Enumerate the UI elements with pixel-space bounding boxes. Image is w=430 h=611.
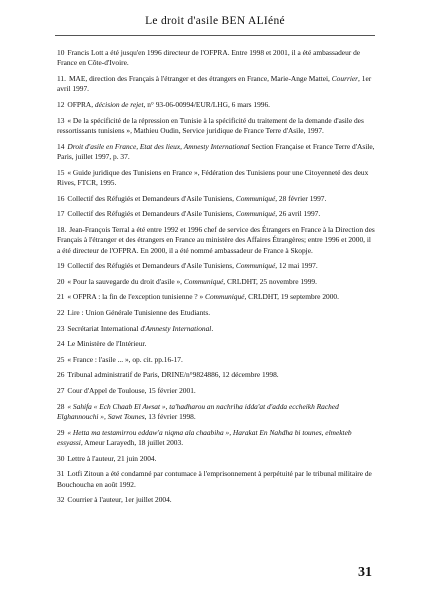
endnote-number: 24 (57, 339, 65, 349)
endnote-italic-text: Communiqué (235, 193, 276, 203)
endnote-number: 12 (57, 100, 65, 109)
endnote-text: « OFPRA : la fin de l'exception tunisienne ? » (67, 292, 206, 302)
endnote-text: Le Ministère de l'Intérieur. (67, 339, 147, 349)
endnote-italic-text: décision de rejet (94, 100, 144, 109)
endnote-italic-text: Communiqué (183, 276, 224, 286)
endnote-27 (57, 386, 375, 396)
endnote-text: Tribunal administratif de Paris, DRINE/n°9824886, 12 décembre 1998. (67, 370, 279, 380)
endnotes-list (57, 48, 375, 511)
endnote-number: 30 (57, 453, 65, 463)
endnote-number: 26 (57, 370, 65, 380)
endnote-number: 22 (57, 307, 65, 317)
endnote-italic-text: Amnesty International (145, 323, 212, 333)
endnote-number: 14 (57, 141, 65, 151)
endnote-text: , 12 mai 1997. (275, 261, 318, 271)
endnote-text: « De la spécificité de la répression en Tunisie à la spécificité du traitement de la demande d'asile des ressortissants tunisiens », Mathieu Oudin, Service juridique de France Terre d'Asile, 1997. (57, 115, 364, 135)
endnote-21 (57, 292, 375, 302)
endnote-26 (57, 370, 375, 380)
endnote-16 (57, 194, 375, 204)
endnote-text: Lire : Union Générale Tunisienne des Etudiants. (67, 307, 211, 317)
page-header-title: Le droit d'asile BEN ALIéné (145, 15, 285, 27)
endnote-text: « Pour la sauvegarde du droit d'asile », (67, 276, 184, 286)
endnote-text: Jean-François Terral a été entre 1992 et 1996 chef de service des Étrangers en France à la Direction des Français à l'étranger et des étrangers en France au ministère des Affaires Étrangères; entre 1996 et 2000, il a été directeur de l'OFPRA. En 2000, il a été nommé ambassadeur de France à Skopje. (57, 224, 375, 255)
endnote-text: Collectif des Réfugiés et Demandeurs d'Asile Tunisiens, (67, 193, 236, 203)
endnote-text: « France : l'asile ... », op. cit. pp.16-17. (67, 354, 183, 364)
endnote-text: , 26 avril 1997. (275, 209, 321, 219)
endnote-text: , 28 février 1997. (275, 193, 327, 203)
endnote-text: Section Française et France Terre d'Asile, Paris, juillet 1997, p. 37. (57, 141, 375, 161)
endnote-number: 32 (57, 495, 65, 505)
endnote-number: 29 (57, 427, 65, 437)
endnote-number: 28 (57, 401, 65, 411)
endnote-number: 10 (57, 48, 65, 57)
endnote-17 (57, 209, 375, 219)
endnote-15 (57, 168, 375, 189)
endnote-25 (57, 355, 375, 365)
endnote-text: . (211, 323, 214, 333)
endnote-number: 27 (57, 385, 65, 395)
endnote-italic-text: Droit d'asile en France, Etat des lieux, Amnesty International (67, 141, 250, 151)
endnote-text: « Guide juridique des Tunisiens en France », Fédération des Tunisiens pour une Citoyenneté des deux Rives, FTCR, 1995. (57, 167, 369, 187)
endnote-text: , CRLDHT, 19 septembre 2000. (244, 292, 339, 302)
endnote-italic-text: Communiqué (235, 261, 276, 271)
endnote-number: 23 (57, 323, 65, 333)
endnote-text: , CRLDHT, 25 novembre 1999. (223, 276, 317, 286)
endnote-number: 31 (57, 469, 65, 479)
endnote-number: 13 (57, 115, 65, 125)
endnote-italic-text: « Sahifa « Ech Chaab El Awsat », ta'hadharou an nachriha idda'at d'adda eccheikh Rached Elghannouchi », Sawt Tounes (57, 401, 339, 421)
endnote-number: 21 (57, 292, 65, 302)
header-rule (55, 35, 375, 36)
endnote-number: 16 (57, 193, 65, 203)
endnote-14 (57, 142, 375, 163)
endnote-number: 25 (57, 354, 65, 364)
endnote-text: Cour d'Appel de Toulouse, 15 février 2001. (67, 385, 196, 395)
endnote-text: , n° 93-06-00994/EUR/LHG, 6 mars 1996. (143, 100, 271, 109)
endnote-19 (57, 261, 375, 271)
endnote-22 (57, 308, 375, 318)
endnote-23 (57, 324, 375, 334)
endnote-text: Lettre à l'auteur, 21 juin 2004. (67, 453, 157, 463)
endnote-text: , 13 février 1998. (144, 411, 196, 421)
endnote-10 (57, 48, 375, 69)
endnote-text: MAE, direction des Français à l'étranger et des étrangers en France, Marie-Ange Mattei, (68, 74, 332, 83)
endnote-number: 20 (57, 276, 65, 286)
endnote-text: Lotfi Zitoun a été condamné par contumace à l'emprisonnement à perpétuité par le tribunal militaire de Bouchoucha en août 1992. (57, 469, 372, 489)
endnote-30 (57, 454, 375, 464)
endnote-italic-text: « Hetta ma testamirrou eddaw'a niqma ala chaabiha », Harakat En Nahdha bi tounes, elmekteb essyassi (57, 427, 352, 447)
endnote-italic-text: Communiqué (235, 209, 276, 219)
endnote-11 (57, 74, 375, 95)
endnote-12 (57, 100, 375, 110)
endnote-32 (57, 495, 375, 505)
endnote-28 (57, 402, 375, 423)
endnote-italic-text: Courrier (331, 74, 359, 83)
endnote-text: Secrétariat International d' (67, 323, 146, 333)
endnote-text: OFPRA, (67, 100, 95, 109)
endnote-18 (57, 225, 375, 256)
endnote-italic-text: Communiqué (205, 292, 245, 302)
endnote-20 (57, 277, 375, 287)
endnote-31 (57, 469, 375, 490)
endnote-text: Collectif des Réfugiés et Demandeurs d'Asile Tunisiens, (67, 209, 236, 219)
endnote-29 (57, 428, 375, 449)
endnote-text: Francis Lott a été jusqu'en 1996 directeur de l'OFPRA. Entre 1998 et 2001, il a été ambassadeur de France en Côte-d'Ivoire. (57, 48, 361, 68)
endnote-24 (57, 339, 375, 349)
endnote-number: 15 (57, 167, 65, 177)
page-number: 31 (358, 565, 372, 580)
endnote-number: 17 (57, 209, 65, 219)
endnote-text: Courrier à l'auteur, 1er juillet 2004. (67, 495, 172, 505)
endnote-text: , 1er avril 1997. (57, 74, 372, 94)
endnote-number: 19 (57, 261, 65, 271)
endnote-text: Collectif des Réfugiés et Demandeurs d'Asile Tunisiens, (67, 261, 236, 271)
endnote-number: 18. (57, 224, 67, 234)
endnote-13 (57, 116, 375, 137)
endnote-text: , Ameur Larayedh, 18 juillet 2003. (80, 437, 184, 447)
endnote-number: 11. (57, 74, 66, 83)
